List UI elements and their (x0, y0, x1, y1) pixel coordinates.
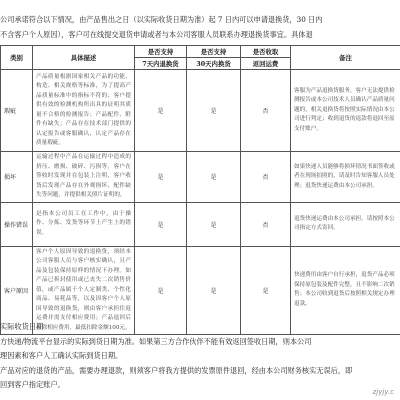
row-description: 客户个人原因导致的退换货，须经本公司客服人员与客户核实确认，且产品及包装保持原样的情况下办理。如产品已拆封使用或已丧失二次销售价值，或产品属于个人定制类、个性化商品、易耗品等，以及因客户个人原因导致的退换货，则由客户承担往返运费并需支付相应费用；产品退回后扣除相应费用，最低扣除金额100元。 (33, 246, 135, 335)
intro-line-1: 公司承诺符合以下情况，由产品售出之日（以实际收货日期为准）起 7 日内可以申请退换货，30 日内 (0, 15, 323, 24)
row-fee: 否 (241, 152, 291, 203)
footer-line-2: 方快递/物流平台显示的实际到货日期为准。如果第三方合作伙伴不能有效返回签收日期，则本公司 (0, 336, 312, 346)
intro-paragraph (0, 12, 400, 42)
footer-line-3: 理因素和客户人工确认实际到货日期。 (0, 351, 123, 360)
table-row (1, 70, 400, 152)
watermark: zjyjy.c (372, 388, 394, 396)
footer-line-1: 实际收货日期 (0, 322, 44, 331)
header-exchange-top: 是否支持 (187, 46, 241, 58)
header-fee-top: 是否收取 (241, 46, 291, 58)
row-exchange: 是 (187, 70, 241, 152)
row-category: 损坏 (1, 152, 33, 203)
row-category: 瑕疵 (1, 70, 33, 152)
header-category: 类别 (1, 46, 33, 70)
row-description: 产品质量根据国家相关产品的功能、构造、相关规格等标准，为了提高产品质量标准中的指标不符的；客户提供有效的检测机构所出具的证明其质量不合格的检测报告；产品配件、附件有缺失；产品存在技术部门提供的认定报告或客服确认，认定产品存在质量瑕疵。 (33, 70, 135, 152)
row-description: 运输过程中产品在运输过程中造成的挤压、磨损、破碎、污损等，客户在签收时发现并在包装上注明，客户收货后发现产品存在外观损坏、配件缺失等问题，并提供相关照片证明的。 (33, 152, 135, 203)
row-refund: 是 (135, 202, 187, 246)
footer-line-4: 产品对应的退货的产品，需要办理退款，则须客户将我方提供的发票原件退回，经由本公司财务核实无误后，即 (0, 365, 353, 375)
row-remarks: 快递费用由客户自行承担，退货产品必须保持原包装及配件完整，且不影响二次销售；本公司收到退货后按照相关规定办理退款。 (291, 246, 400, 335)
header-description: 具体描述 (33, 46, 135, 70)
row-remarks: 如果快递人员能够将损坏情况书面签收或者在现场拍照的，请及时告知客服人员处理；退货快递运费由本公司承担。 (291, 152, 400, 203)
return-policy-table (0, 45, 400, 335)
row-exchange: 是 (187, 246, 241, 335)
table-header-row-1 (1, 46, 400, 58)
header-remarks: 备注 (291, 46, 400, 70)
header-exchange-bottom: 30天内换货 (187, 58, 241, 70)
footer-line-5: 回到客户指定账户。 (0, 380, 65, 389)
intro-line-2: 不含客户个人原因），客户可在线提交退货申请或者与本公司客服人员联系办理退换货事宜。具体退 (0, 30, 313, 39)
row-refund: 是 (135, 152, 187, 203)
header-refund-top: 是否支持 (135, 46, 187, 58)
footer-notes (0, 320, 400, 393)
row-refund: 是 (135, 246, 187, 335)
row-fee: 否 (241, 202, 291, 246)
header-refund-bottom: 7天内退换货 (135, 58, 187, 70)
row-fee: 否 (241, 70, 291, 152)
row-category: 客户原因 (1, 246, 33, 335)
row-category: 操作错误 (1, 202, 33, 246)
row-exchange: 是 (187, 202, 241, 246)
row-exchange: 是 (187, 152, 241, 203)
row-fee: 是 (241, 246, 291, 335)
row-remarks: 退货快递运费由本公司承担，请按照本公司指定方式寄回。 (291, 202, 400, 246)
row-refund: 是 (135, 70, 187, 152)
row-remarks: 客服为产品退换货服务，客户无法提供检测报告或本公司技术人员确认产品质量问题的，相关退换货将按照实际情况由本公司进行判定；收到退货的退款将退回至原支付账户。 (291, 70, 400, 152)
return-policy-table-wrapper (0, 45, 400, 335)
table-row (1, 152, 400, 203)
row-description: 是指本公司员工在工作中，由于操作、分拣、发货等环节上产生上的错误。 (33, 202, 135, 246)
table-row (1, 202, 400, 246)
header-fee-bottom: 返回运费 (241, 58, 291, 70)
